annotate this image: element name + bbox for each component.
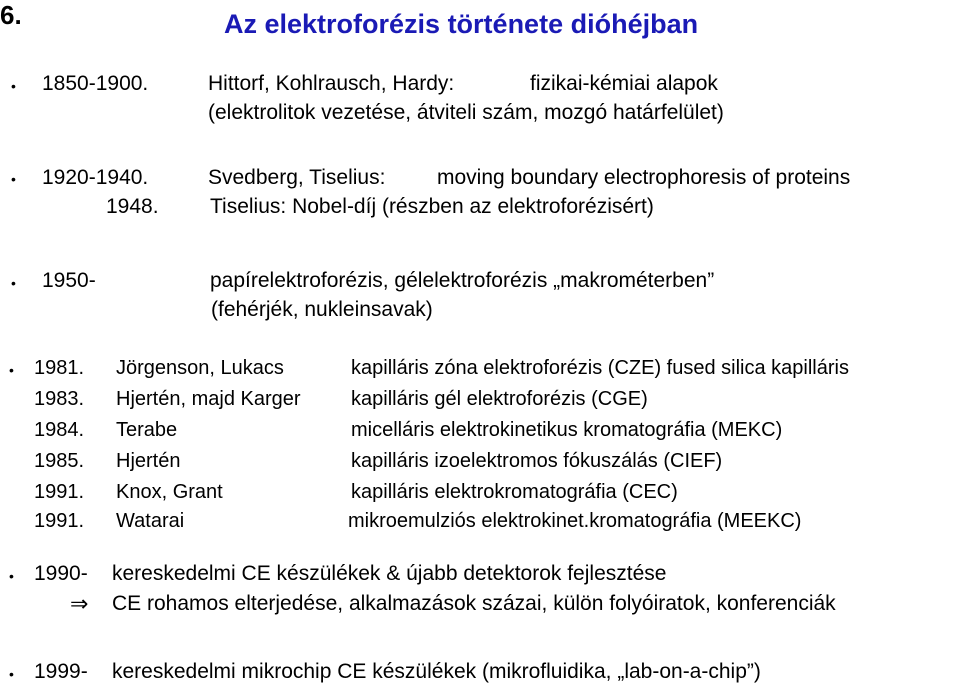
- entry-names: Svedberg, Tiselius:: [208, 166, 386, 189]
- bullet-dot: •: [11, 275, 16, 291]
- entry-description-continued: (fehérjék, nukleinsavak): [211, 298, 433, 321]
- entry-year: 1920-1940.: [42, 166, 149, 189]
- entry-description: Tiselius: Nobel-díj (részben az elektroforézisért): [210, 195, 654, 218]
- entry-description: kereskedelmi mikrochip CE készülékek (mikrofluidika, „lab-on-a-chip”): [112, 660, 761, 683]
- method-authors: Knox, Grant: [116, 481, 223, 503]
- entry-year: 1999-: [34, 660, 88, 683]
- method-year: 1984.: [34, 419, 85, 441]
- entry-year: 1850-1900.: [42, 72, 149, 95]
- bullet-dot: •: [11, 78, 16, 94]
- method-description: mikroemulziós elektrokinet.kromatográfia (MEEKC): [348, 510, 802, 532]
- method-authors: Jörgenson, Lukacs: [116, 357, 284, 379]
- entry-description: kereskedelmi CE készülékek & újabb detektorok fejlesztése: [112, 562, 667, 585]
- method-authors: Watarai: [116, 510, 185, 532]
- method-description: kapilláris izoelektromos fókuszálás (CIEF): [351, 450, 723, 472]
- entry-description: moving boundary electrophoresis of proteins: [437, 166, 851, 189]
- method-description: kapilláris zóna elektroforézis (CZE) fused silica kapilláris: [351, 357, 849, 379]
- method-authors: Hjertén: [116, 450, 181, 472]
- method-year: 1991.: [34, 510, 85, 532]
- method-year: 1981.: [34, 357, 85, 379]
- slide-number: 6.: [0, 0, 22, 30]
- method-year: 1983.: [34, 388, 85, 410]
- method-description: micelláris elektrokinetikus kromatográfia (MEKC): [351, 419, 783, 441]
- entry-year: 1950-: [42, 269, 96, 292]
- method-description: kapilláris gél elektroforézis (CGE): [351, 388, 648, 410]
- entry-description-continued: (elektrolitok vezetése, átviteli szám, mozgó határfelület): [208, 101, 724, 124]
- entry-year: 1948.: [106, 195, 159, 218]
- implies-arrow-icon: ⇒: [70, 591, 89, 616]
- entry-description: papírelektroforézis, gélelektroforézis „makrométerben”: [210, 269, 715, 292]
- bullet-dot: •: [9, 362, 14, 378]
- entry-consequence: CE rohamos elterjedése, alkalmazások százai, külön folyóiratok, konferenciák: [112, 592, 836, 615]
- method-description: kapilláris elektrokromatográfia (CEC): [351, 481, 678, 503]
- slide-title: Az elektroforézis története dióhéjban: [224, 9, 699, 39]
- entry-year: 1990-: [34, 562, 88, 585]
- method-year: 1985.: [34, 450, 85, 472]
- bullet-dot: •: [9, 568, 14, 584]
- method-authors: Hjertén, majd Karger: [116, 388, 301, 410]
- method-year: 1991.: [34, 481, 85, 503]
- entry-names: Hittorf, Kohlrausch, Hardy:: [208, 72, 455, 95]
- bullet-dot: •: [9, 666, 14, 682]
- method-authors: Terabe: [116, 419, 178, 441]
- entry-description: fizikai-kémiai alapok: [530, 72, 718, 95]
- bullet-dot: •: [11, 171, 16, 187]
